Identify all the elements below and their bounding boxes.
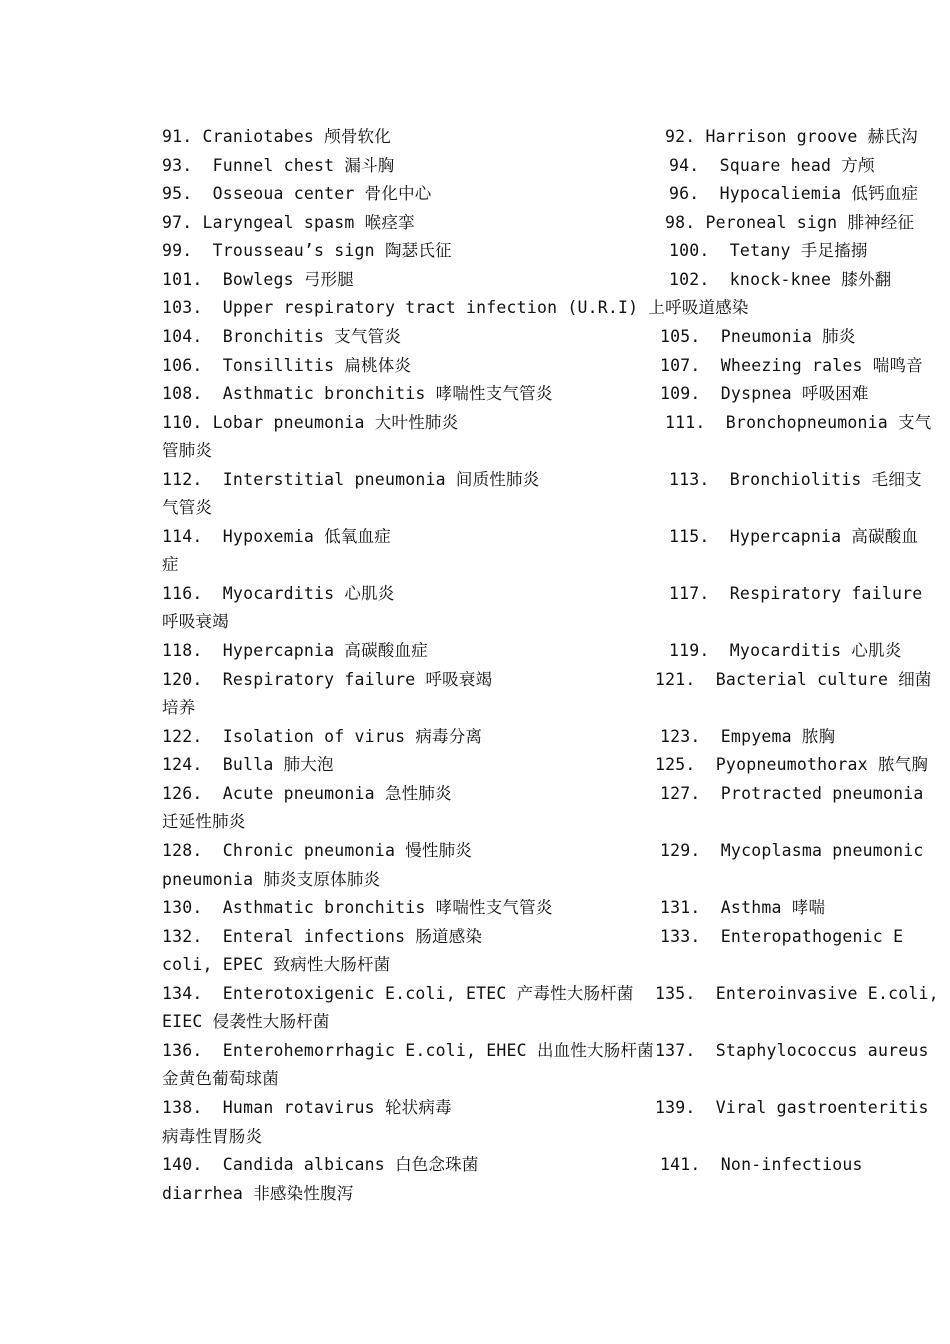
glossary-line-left: 112. Interstitial pneumonia 间质性肺炎 <box>162 470 540 489</box>
glossary-line-left: 93. Funnel chest 漏斗胸 <box>162 156 395 175</box>
glossary-line-left: 122. Isolation of virus 病毒分离 <box>162 727 483 746</box>
glossary-line-left: 124. Bulla 肺大泡 <box>162 755 334 774</box>
glossary-line-left: 118. Hypercapnia 高碳酸血症 <box>162 641 428 660</box>
glossary-line-left: 104. Bronchitis 支气管炎 <box>162 327 402 346</box>
glossary-line-right: 102. knock-knee 膝外翻 <box>669 270 892 289</box>
glossary-line-continuation: 呼吸衰竭 <box>162 612 229 631</box>
glossary-line-continuation: 金黄色葡萄球菌 <box>162 1069 279 1088</box>
glossary-line-right: 96. Hypocaliemia 低钙血症 <box>669 184 919 203</box>
glossary-line-right: 123. Empyema 脓胸 <box>660 727 836 746</box>
glossary-line-left: 140. Candida albicans 白色念珠菌 <box>162 1155 479 1174</box>
glossary-line-left: 120. Respiratory failure 呼吸衰竭 <box>162 670 493 689</box>
glossary-line-left: 106. Tonsillitis 扁桃体炎 <box>162 356 412 375</box>
glossary-line-continuation: 病毒性胃肠炎 <box>162 1127 263 1146</box>
glossary-line-left: 138. Human rotavirus 轮状病毒 <box>162 1098 452 1117</box>
glossary-line-continuation: 培养 <box>162 698 196 717</box>
glossary-line-right: 98. Peroneal sign 腓神经征 <box>665 213 915 232</box>
glossary-line-left: 91. Craniotabes 颅骨软化 <box>162 127 391 146</box>
glossary-line-right: 100. Tetany 手足搐搦 <box>669 241 868 260</box>
glossary-line-left: 99. Trousseau’s sign 陶瑟氏征 <box>162 241 452 260</box>
glossary-line-left: 128. Chronic pneumonia 慢性肺炎 <box>162 841 473 860</box>
glossary-line-right: 113. Bronchiolitis 毛细支 <box>669 470 922 489</box>
glossary-line-right: 111. Bronchopneumonia 支气 <box>665 413 932 432</box>
glossary-line-right: 117. Respiratory failure <box>669 584 923 603</box>
glossary-line-left: 136. Enterohemorrhagic E.coli, EHEC 出血性大肠杆菌 <box>162 1041 654 1060</box>
glossary-line-right: 121. Bacterial culture 细菌 <box>655 670 932 689</box>
glossary-line-continuation: diarrhea 非感染性腹泻 <box>162 1184 354 1203</box>
glossary-line-right: 141. Non-infectious <box>660 1155 863 1174</box>
glossary-line-left: 108. Asthmatic bronchitis 哮喘性支气管炎 <box>162 384 553 403</box>
glossary-line-left: 132. Enteral infections 肠道感染 <box>162 927 483 946</box>
glossary-line-right: 94. Square head 方颅 <box>669 156 875 175</box>
glossary-line-right: 125. Pyopneumothorax 脓气胸 <box>655 755 929 774</box>
glossary-line-right: 131. Asthma 哮喘 <box>660 898 826 917</box>
glossary-line-left: 126. Acute pneumonia 急性肺炎 <box>162 784 452 803</box>
glossary-line-right: 107. Wheezing rales 喘鸣音 <box>660 356 923 375</box>
glossary-line-right: 127. Protracted pneumonia <box>660 784 924 803</box>
glossary-line-continuation: coli, EPEC 致病性大肠杆菌 <box>162 955 391 974</box>
glossary-line-left: 95. Osseoua center 骨化中心 <box>162 184 432 203</box>
glossary-line-right: 109. Dyspnea 呼吸困难 <box>660 384 869 403</box>
glossary-line-right: 115. Hypercapnia 高碳酸血 <box>669 527 919 546</box>
glossary-line-right: 137. Staphylococcus aureus <box>655 1041 929 1060</box>
glossary-line-right: 129. Mycoplasma pneumonic <box>660 841 924 860</box>
glossary-line-right: 119. Myocarditis 心肌炎 <box>669 641 902 660</box>
glossary-line-left: 130. Asthmatic bronchitis 哮喘性支气管炎 <box>162 898 553 917</box>
glossary-line-left: 97. Laryngeal spasm 喉痉挛 <box>162 213 415 232</box>
glossary-line-left: 114. Hypoxemia 低氧血症 <box>162 527 391 546</box>
glossary-line-right: 139. Viral gastroenteritis <box>655 1098 929 1117</box>
glossary-line-full: 103. Upper respiratory tract infection (U.R.I) 上呼吸道感染 <box>162 298 749 317</box>
glossary-line-left: 116. Myocarditis 心肌炎 <box>162 584 395 603</box>
glossary-line-right: 92. Harrison groove 赫氏沟 <box>665 127 918 146</box>
glossary-line-continuation: 管肺炎 <box>162 441 213 460</box>
glossary-line-continuation: 症 <box>162 555 179 574</box>
glossary-line-continuation: pneumonia 肺炎支原体肺炎 <box>162 870 381 889</box>
glossary-line-right: 133. Enteropathogenic E <box>660 927 904 946</box>
glossary-line-continuation: 气管炎 <box>162 498 213 517</box>
glossary-line-left: 110. Lobar pneumonia 大叶性肺炎 <box>162 413 459 432</box>
glossary-line-right: 135. Enteroinvasive E.coli, <box>655 984 939 1003</box>
glossary-line-left: 134. Enterotoxigenic E.coli, ETEC 产毒性大肠杆菌 <box>162 984 634 1003</box>
glossary-line-continuation: EIEC 侵袭性大肠杆菌 <box>162 1012 330 1031</box>
glossary-line-continuation: 迁延性肺炎 <box>162 812 246 831</box>
glossary-line-right: 105. Pneumonia 肺炎 <box>660 327 856 346</box>
glossary-line-left: 101. Bowlegs 弓形腿 <box>162 270 354 289</box>
